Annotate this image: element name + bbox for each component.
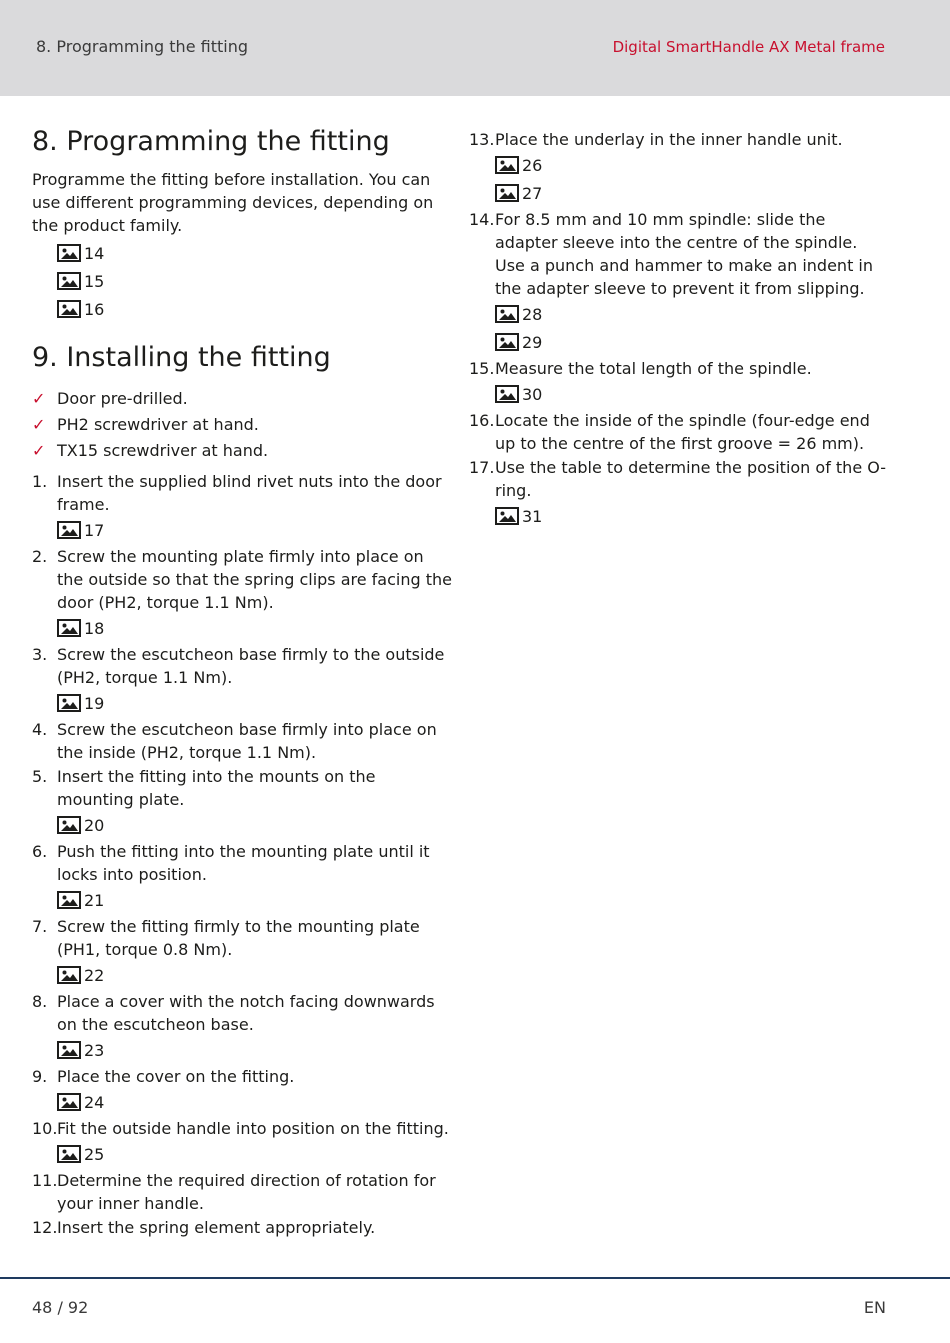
- figure-reference: [57, 961, 452, 989]
- page-number: 48 / 92: [32, 1298, 89, 1317]
- figure-reference: [495, 328, 889, 356]
- step-number: 10.: [32, 1119, 58, 1138]
- image-icon: [495, 156, 519, 174]
- section-8-title: 8. Programming the fitting: [32, 126, 390, 157]
- step-item: [32, 1169, 452, 1215]
- step-item: [469, 128, 889, 207]
- checklist-item: [32, 438, 452, 464]
- step-text: Locate the inside of the spindle (four-edge end up to the centre of the first groove = 26 mm).: [495, 411, 870, 453]
- figure-number: 22: [84, 965, 105, 985]
- figure-number: 18: [84, 618, 105, 638]
- step-item: [32, 990, 452, 1064]
- step-text: For 8.5 mm and 10 mm spindle: slide the adapter sleeve into the centre of the spindle. Use a punch and hammer to make an indent in the adapter sleeve to prevent it from slipping.: [495, 210, 874, 298]
- image-icon: [57, 1145, 81, 1163]
- step-text: Place the underlay in the inner handle unit.: [495, 130, 843, 149]
- image-icon: [57, 694, 81, 712]
- figure-number: 27: [522, 183, 543, 203]
- checklist-text: TX15 screwdriver at hand.: [57, 441, 269, 460]
- image-icon: [57, 272, 81, 290]
- footer-divider: [0, 1277, 950, 1279]
- checklist-text: Door pre-drilled.: [57, 389, 188, 408]
- figure-reference: [495, 502, 889, 530]
- image-icon: [57, 966, 81, 984]
- figure-number: 14: [84, 243, 105, 263]
- checklist-text: PH2 screwdriver at hand.: [57, 415, 259, 434]
- step-item: [32, 718, 452, 764]
- step-text: Screw the escutcheon base firmly to the outside (PH2, torque 1.1 Nm).: [57, 645, 445, 687]
- right-column: [469, 127, 889, 530]
- image-icon: [495, 333, 519, 351]
- image-icon: [57, 891, 81, 909]
- image-icon: [495, 305, 519, 323]
- step-text: Determine the required direction of rotation for your inner handle.: [57, 1171, 436, 1213]
- step-text: Screw the fitting firmly to the mounting plate (PH1, torque 0.8 Nm).: [57, 917, 420, 959]
- step-text: Insert the spring element appropriately.: [57, 1218, 376, 1237]
- figure-reference: [57, 1140, 452, 1168]
- step-item: [32, 1065, 452, 1116]
- figure-number: 28: [522, 304, 543, 324]
- step-number: 15.: [469, 359, 495, 378]
- step-text: Use the table to determine the position of the O-ring.: [495, 458, 887, 500]
- step-number: 9.: [32, 1067, 48, 1086]
- step-number: 2.: [32, 547, 48, 566]
- step-number: 6.: [32, 842, 48, 861]
- section-8-intro: Programme the fitting before installation. You can use different programming devices, depending on the product family.: [32, 170, 434, 235]
- figure-reference: [495, 380, 889, 408]
- figure-reference: [57, 689, 452, 717]
- step-text: Place a cover with the notch facing downwards on the escutcheon base.: [57, 992, 435, 1034]
- figure-number: 24: [84, 1092, 105, 1112]
- step-number: 11.: [32, 1171, 58, 1190]
- image-icon: [57, 1041, 81, 1059]
- step-item: [469, 208, 889, 356]
- step-number: 17.: [469, 458, 495, 477]
- step-number: 12.: [32, 1218, 58, 1237]
- checklist-item: [32, 412, 452, 438]
- section-9-title: 9. Installing the fitting: [32, 342, 331, 373]
- step-text: Insert the supplied blind rivet nuts into the door frame.: [57, 472, 442, 514]
- figure-number: 21: [84, 890, 105, 910]
- figure-reference: [57, 614, 452, 642]
- image-icon: [57, 1093, 81, 1111]
- image-icon: [57, 300, 81, 318]
- header-chapter: 8. Programming the fitting: [36, 37, 248, 56]
- figure-reference: [57, 1088, 452, 1116]
- step-item: [32, 545, 452, 642]
- figure-number: 19: [84, 693, 105, 713]
- figure-reference: [57, 516, 452, 544]
- step-number: 7.: [32, 917, 48, 936]
- figure-reference: [495, 300, 889, 328]
- checklist-item: [32, 386, 452, 412]
- figure-reference: [57, 295, 452, 323]
- step-text: Measure the total length of the spindle.: [495, 359, 812, 378]
- step-item: [469, 409, 889, 455]
- step-text: Insert the fitting into the mounts on the mounting plate.: [57, 767, 376, 809]
- figure-reference: [57, 1036, 452, 1064]
- steps-list-right: [469, 128, 889, 530]
- image-icon: [57, 521, 81, 539]
- figure-number: 30: [522, 384, 543, 404]
- figure-number: 16: [84, 299, 105, 319]
- step-item: [32, 470, 452, 544]
- figure-reference: [57, 886, 452, 914]
- image-icon: [57, 816, 81, 834]
- step-number: 1.: [32, 472, 48, 491]
- figure-number: 15: [84, 271, 105, 291]
- figure-number: 23: [84, 1040, 105, 1060]
- step-item: [32, 1216, 452, 1239]
- image-icon: [57, 244, 81, 262]
- header-product: Digital SmartHandle AX Metal frame: [612, 38, 885, 56]
- image-icon: [495, 385, 519, 403]
- step-number: 5.: [32, 767, 48, 786]
- checkmark-icon: ✓: [32, 441, 46, 460]
- step-number: 16.: [469, 411, 495, 430]
- step-text: Push the fitting into the mounting plate until it locks into position.: [57, 842, 430, 884]
- figure-number: 20: [84, 815, 105, 835]
- figure-reference: [495, 179, 889, 207]
- step-item: [469, 357, 889, 408]
- figure-number: 29: [522, 332, 543, 352]
- figure-number: 31: [522, 506, 543, 526]
- checkmark-icon: ✓: [32, 415, 46, 434]
- page-header: [0, 0, 950, 96]
- step-text: Place the cover on the fitting.: [57, 1067, 295, 1086]
- step-item: [32, 840, 452, 914]
- step-item: [32, 765, 452, 839]
- step-item: [32, 915, 452, 989]
- prerequisite-list: [32, 386, 452, 464]
- checkmark-icon: ✓: [32, 389, 46, 408]
- figure-number: 26: [522, 155, 543, 175]
- step-number: 13.: [469, 130, 495, 149]
- figure-reference: [57, 811, 452, 839]
- step-number: 14.: [469, 210, 495, 229]
- step-text: Screw the escutcheon base firmly into place on the inside (PH2, torque 1.1 Nm).: [57, 720, 437, 762]
- step-number: 3.: [32, 645, 48, 664]
- figure-reference: [57, 239, 452, 267]
- step-number: 8.: [32, 992, 48, 1011]
- image-icon: [495, 184, 519, 202]
- language-code: EN: [863, 1298, 886, 1317]
- image-icon: [57, 619, 81, 637]
- figure-reference: [495, 151, 889, 179]
- step-item: [32, 643, 452, 717]
- figure-reference: [57, 267, 452, 295]
- figure-number: 17: [84, 520, 105, 540]
- step-number: 4.: [32, 720, 48, 739]
- steps-list-left: [32, 470, 452, 1239]
- figure-number: 25: [84, 1144, 105, 1164]
- image-icon: [495, 507, 519, 525]
- step-item: [469, 456, 889, 530]
- left-column: [32, 124, 452, 1239]
- step-text: Fit the outside handle into position on the fitting.: [57, 1119, 449, 1138]
- step-text: Screw the mounting plate firmly into place on the outside so that the spring clips are facing the door (PH2, torque 1.1 Nm).: [57, 547, 452, 612]
- step-item: [32, 1117, 452, 1168]
